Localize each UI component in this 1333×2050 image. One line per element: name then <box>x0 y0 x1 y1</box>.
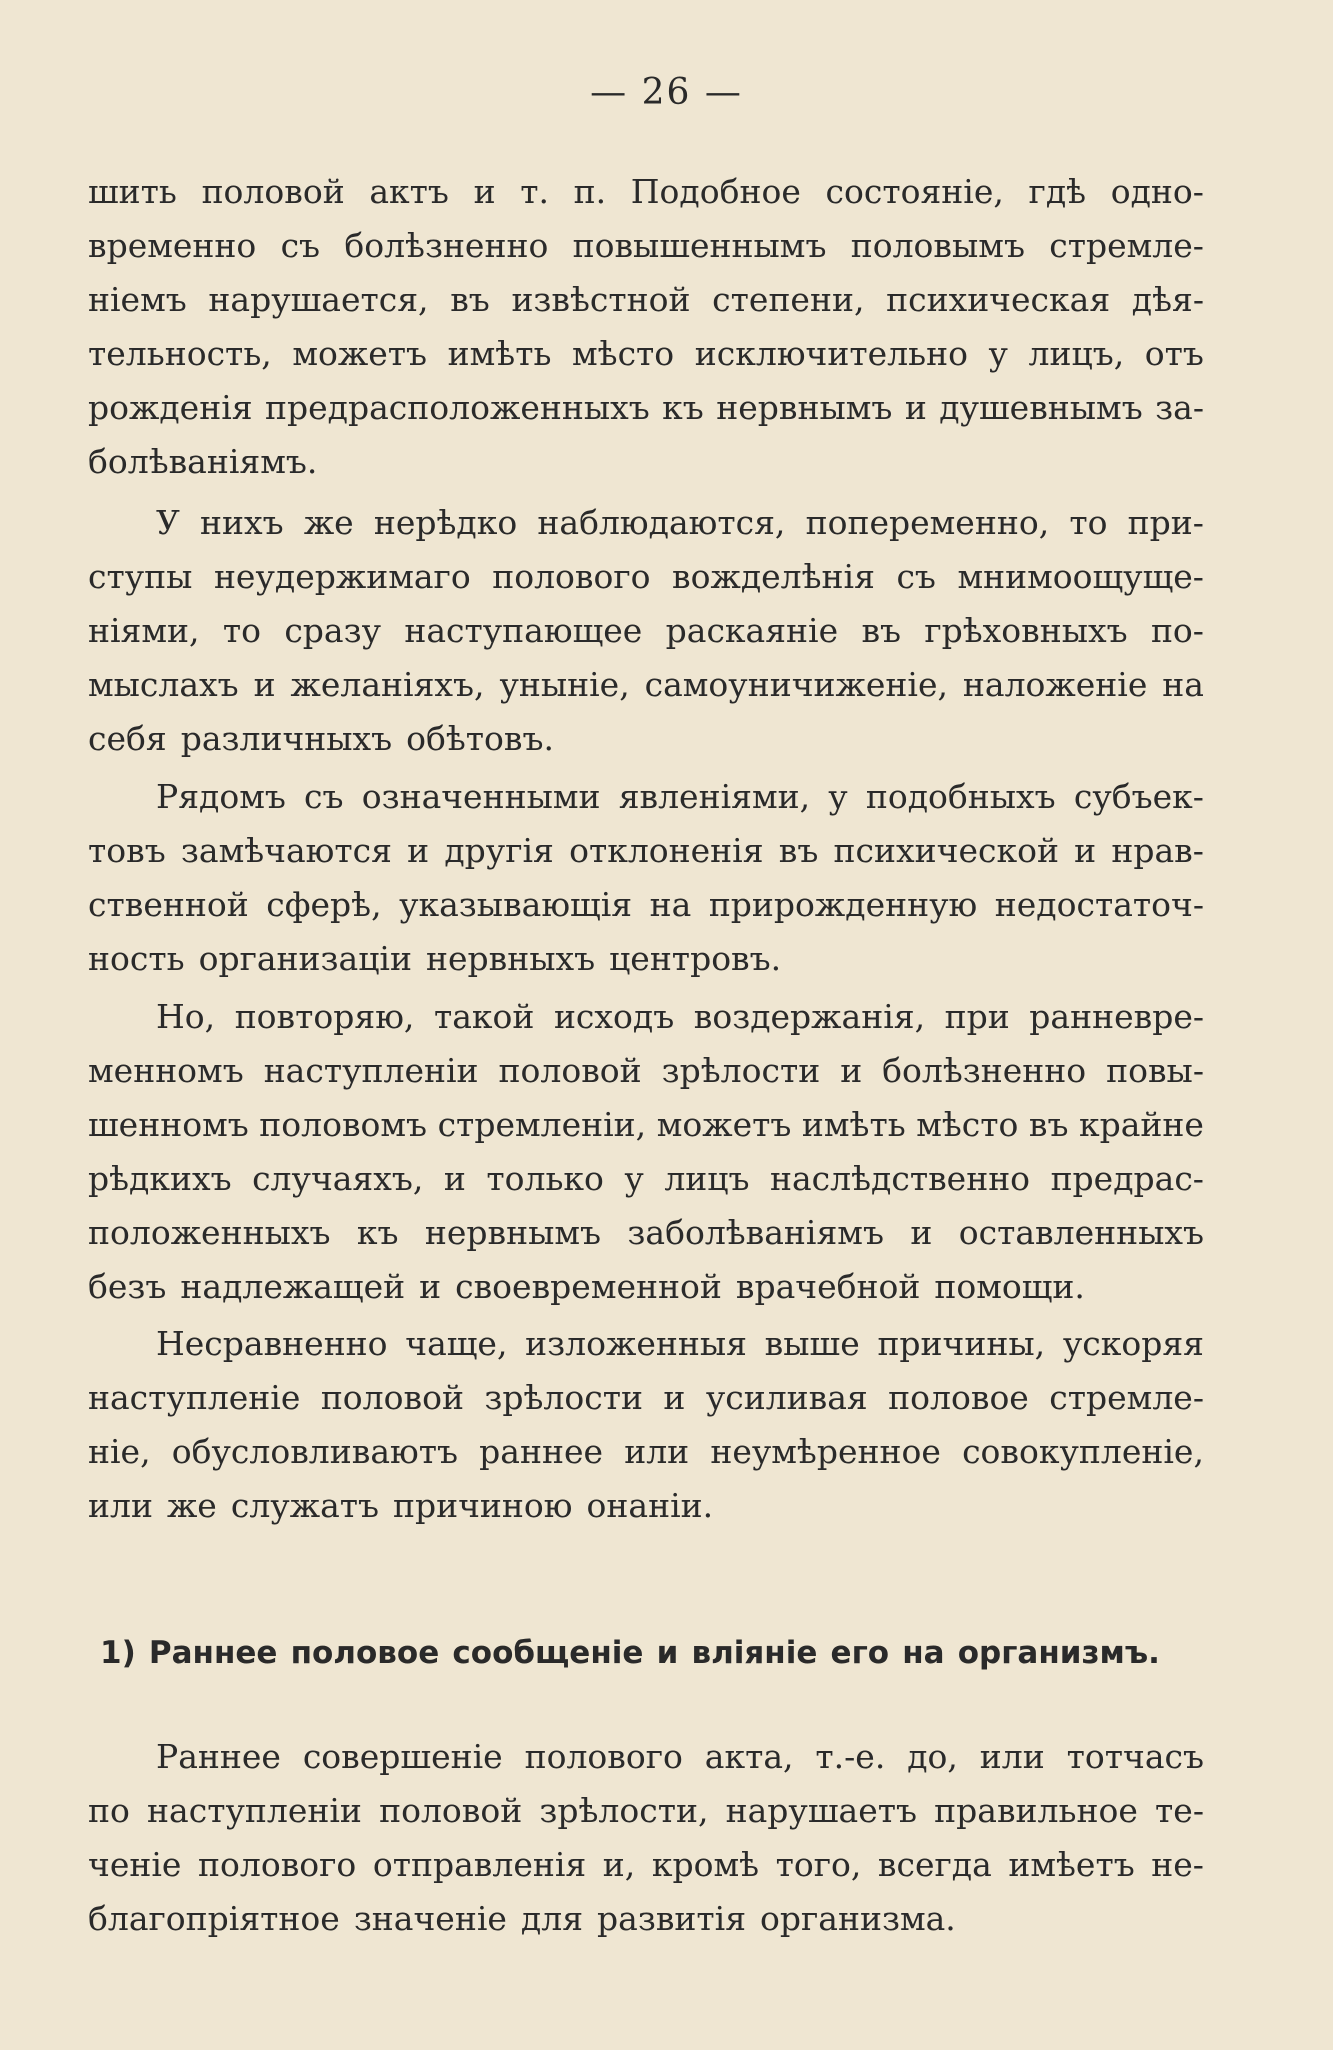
page-number: — 26 — <box>590 72 743 113</box>
word: только <box>486 1159 604 1198</box>
word: стремле- <box>1049 1378 1204 1417</box>
word: Раннее <box>156 1737 281 1776</box>
text-line <box>88 1838 1204 1892</box>
word: половой <box>379 1791 523 1830</box>
word: наслѣдственно <box>770 1159 1031 1198</box>
text-line <box>88 550 1204 604</box>
word: и <box>407 831 430 870</box>
word: при- <box>1127 503 1204 542</box>
word: нервнымъ <box>716 388 893 427</box>
heading-word: его <box>830 1635 890 1671</box>
word: обѣтовъ. <box>406 719 554 758</box>
word: попеременно, <box>805 503 1050 542</box>
text-line <box>88 1260 1204 1314</box>
word: рѣдкихъ <box>88 1159 232 1198</box>
word: недостаточ- <box>994 885 1204 924</box>
word: т. <box>520 172 549 211</box>
text-line <box>88 219 1204 273</box>
word: въ <box>861 611 902 650</box>
word: воздержанiя, <box>693 997 926 1036</box>
heading-word: сообщенiе <box>452 1635 644 1671</box>
word: изложенныя <box>525 1324 747 1363</box>
word: замѣчаются <box>180 831 392 870</box>
word: У <box>156 503 180 542</box>
word: тотчасъ <box>1066 1737 1204 1776</box>
word: по <box>88 1791 130 1830</box>
word: половой <box>201 172 345 211</box>
word: безъ <box>88 1267 167 1306</box>
text-line <box>88 327 1204 381</box>
paragraph-1 <box>88 165 1204 489</box>
word: рожденiя <box>88 388 253 427</box>
word: и <box>473 172 496 211</box>
word: нiями, <box>88 611 200 650</box>
word: нiемъ <box>88 280 187 319</box>
word: причиною <box>393 1486 573 1525</box>
word: положенныхъ <box>88 1213 331 1252</box>
word: степени, <box>712 280 865 319</box>
word: т.-е. <box>815 1737 886 1776</box>
word: указывающiя <box>399 885 633 924</box>
word: обусловливаютъ <box>171 1432 458 1471</box>
word: и <box>840 1051 863 1090</box>
word: и <box>1074 831 1097 870</box>
word: психическая <box>886 280 1111 319</box>
word: у <box>988 334 1008 373</box>
word: причины, <box>877 1324 1046 1363</box>
word: и <box>904 388 927 427</box>
word: и <box>910 1213 933 1252</box>
word: организацiи <box>198 939 412 978</box>
word: п. <box>573 172 607 211</box>
word: же <box>303 503 354 542</box>
word: развитiя <box>597 1899 747 1938</box>
paragraph-4 <box>88 990 1204 1314</box>
word: наступленiи <box>263 1051 479 1090</box>
text-line <box>88 1425 1204 1479</box>
word: повышеннымъ <box>572 226 827 265</box>
word: на <box>649 885 692 924</box>
word: и <box>419 1267 442 1306</box>
word: самоуничиженiе, <box>644 665 948 704</box>
heading-word: Раннее <box>148 1635 278 1671</box>
word: отправленiя <box>372 1845 587 1884</box>
word: половомъ <box>259 1105 428 1144</box>
word: нервнымъ <box>424 1213 602 1252</box>
word: временно <box>88 226 257 265</box>
word: зрѣлости <box>661 1051 821 1090</box>
word: зрѣлости <box>484 1378 643 1417</box>
word: значенiе <box>353 1899 507 1938</box>
word: или <box>624 1432 690 1471</box>
heading-word: организмъ. <box>957 1635 1160 1671</box>
text-line <box>88 770 1204 824</box>
word: благопрiятное <box>88 1899 340 1938</box>
text-line <box>88 990 1204 1044</box>
word: ственной <box>88 885 249 924</box>
word: своевременной <box>455 1267 722 1306</box>
word: ступы <box>88 557 193 596</box>
word: у <box>828 777 848 816</box>
word: прирожденную <box>708 885 978 924</box>
heading-word: 1) <box>100 1635 136 1671</box>
word: наступающее <box>404 611 643 650</box>
text-line <box>88 1479 1204 1533</box>
word: половой <box>498 1051 642 1090</box>
word: или <box>88 1486 153 1525</box>
word: наступленiи <box>147 1791 362 1830</box>
paragraph-3 <box>88 770 1204 986</box>
word: мнимоощуще- <box>957 557 1204 596</box>
text-line <box>88 604 1204 658</box>
text-line <box>88 1371 1204 1425</box>
word: исходъ <box>553 997 675 1036</box>
word: другiя <box>444 831 554 870</box>
word: мѣсто <box>916 1105 1019 1144</box>
word: помощи. <box>934 1267 1085 1306</box>
word: унынiе, <box>499 665 630 704</box>
word: то <box>1069 503 1108 542</box>
word: чаще, <box>405 1324 508 1363</box>
text-line <box>88 1892 1204 1946</box>
word: Но, <box>156 997 216 1036</box>
word: извѣстной <box>511 280 691 319</box>
word: состоянiе, <box>825 172 1004 211</box>
word: по- <box>1150 611 1204 650</box>
word: товъ <box>88 831 166 870</box>
word: раскаянiе <box>665 611 839 650</box>
word: мѣсто <box>572 334 675 373</box>
paragraph-2 <box>88 496 1204 766</box>
word: имѣть <box>801 1105 906 1144</box>
word: отъ <box>1144 334 1204 373</box>
text-line <box>88 496 1204 550</box>
word: нервныхъ <box>425 939 596 978</box>
word: заболѣванiямъ <box>627 1213 884 1252</box>
word: онанiи. <box>586 1486 714 1525</box>
word: правильное <box>934 1791 1138 1830</box>
word: лицъ, <box>1028 334 1125 373</box>
word: полового <box>492 557 651 596</box>
heading-word: влiянiе <box>691 1635 818 1671</box>
word: субъек- <box>1073 777 1204 816</box>
word: за- <box>1155 388 1204 427</box>
heading-word: половое <box>290 1635 440 1671</box>
heading-word: на <box>902 1635 945 1671</box>
word: ность <box>88 939 185 978</box>
word: акта, <box>704 1737 794 1776</box>
word: ченiе <box>88 1845 182 1884</box>
word: организма. <box>760 1899 956 1938</box>
word: на <box>1162 665 1204 704</box>
text-line <box>88 435 1204 489</box>
paragraph-5 <box>88 1317 1204 1533</box>
word: грѣховныхъ <box>924 611 1128 650</box>
word: повторяю, <box>234 997 415 1036</box>
word: нарушается, <box>208 280 429 319</box>
word: предрас- <box>1050 1159 1204 1198</box>
text-line <box>88 273 1204 327</box>
word: зрѣлости, <box>539 1791 709 1830</box>
text-line <box>88 932 1204 986</box>
word: въ <box>1028 1105 1069 1144</box>
word: оставленныхъ <box>958 1213 1204 1252</box>
word: имѣть <box>447 334 552 373</box>
text-line <box>88 658 1204 712</box>
word: тельность, <box>88 334 272 373</box>
word: нихъ <box>200 503 284 542</box>
word: то <box>222 611 261 650</box>
word: нерѣдко <box>373 503 518 542</box>
word: для <box>520 1899 584 1938</box>
word: сферѣ, <box>266 885 382 924</box>
text-line <box>88 1206 1204 1260</box>
paragraph-6 <box>88 1730 1204 1946</box>
word: желанiяхъ, <box>290 665 485 704</box>
word: и, <box>602 1845 636 1884</box>
word: половой <box>320 1378 464 1417</box>
text-line <box>88 824 1204 878</box>
word: выше <box>764 1324 860 1363</box>
word: полового <box>524 1737 683 1776</box>
text-line <box>88 878 1204 932</box>
word: можетъ <box>292 334 428 373</box>
word: усиливая <box>705 1378 868 1417</box>
word: Подобное <box>630 172 801 211</box>
word: совокупленiе, <box>962 1432 1204 1471</box>
word: наступленiе <box>88 1378 301 1417</box>
word: Несравненно <box>156 1324 388 1363</box>
word: стремленiи, <box>437 1105 647 1144</box>
word: половымъ <box>850 226 1025 265</box>
word: означенными <box>361 777 601 816</box>
word: шить <box>88 172 177 211</box>
word: одно- <box>1110 172 1204 211</box>
word: полового <box>198 1845 357 1884</box>
word: сразу <box>284 611 382 650</box>
word: душевнымъ <box>939 388 1143 427</box>
word: и <box>443 1159 466 1198</box>
word: неудержимаго <box>213 557 471 596</box>
heading-word: и <box>656 1635 679 1671</box>
word: различныхъ <box>180 719 393 758</box>
text-line <box>88 165 1204 219</box>
text-line <box>88 381 1204 435</box>
word: или <box>979 1737 1045 1776</box>
section-heading <box>100 1626 1160 1680</box>
word: менномъ <box>88 1051 244 1090</box>
word: те- <box>1155 1791 1204 1830</box>
word: же <box>166 1486 217 1525</box>
word: нарушаетъ <box>725 1791 917 1830</box>
word: съ <box>304 777 344 816</box>
text-line <box>88 712 1204 766</box>
word: раннее <box>479 1432 604 1471</box>
word: при <box>944 997 1010 1036</box>
word: центровъ. <box>609 939 782 978</box>
word: актъ <box>369 172 449 211</box>
section-heading-line <box>100 1626 1160 1680</box>
word: нiе, <box>88 1432 151 1471</box>
word: Рядомъ <box>156 777 286 816</box>
text-line <box>88 1044 1204 1098</box>
word: ранневре- <box>1029 997 1204 1036</box>
word: стремле- <box>1049 226 1204 265</box>
word: неумѣренное <box>710 1432 941 1471</box>
word: въ <box>450 280 490 319</box>
word: у <box>624 1159 644 1198</box>
word: до, <box>907 1737 958 1776</box>
word: отклоненiя <box>569 831 764 870</box>
word: имѣетъ <box>1008 1845 1135 1884</box>
word: случаяхъ, <box>252 1159 424 1198</box>
word: къ <box>356 1213 399 1252</box>
text-line <box>88 1152 1204 1206</box>
word: болѣзненно <box>344 226 549 265</box>
word: наблюдаются, <box>537 503 786 542</box>
word: и <box>253 665 276 704</box>
text-line <box>88 1730 1204 1784</box>
word: служатъ <box>230 1486 379 1525</box>
word: болѣванiямъ. <box>88 442 318 481</box>
word: нрав- <box>1111 831 1204 870</box>
word: гдѣ <box>1028 172 1087 211</box>
word: себя <box>88 719 167 758</box>
word: повы- <box>1106 1051 1204 1090</box>
word: психической <box>833 831 1059 870</box>
word: исключительно <box>694 334 968 373</box>
word: не- <box>1151 1845 1204 1884</box>
word: наложенiе <box>962 665 1148 704</box>
word: предрасположенныхъ <box>265 388 650 427</box>
word: лицъ <box>664 1159 750 1198</box>
word: надлежащей <box>180 1267 406 1306</box>
word: можетъ <box>656 1105 792 1144</box>
text-line <box>88 1098 1204 1152</box>
word: и <box>663 1378 686 1417</box>
word: вожделѣнiя <box>672 557 875 596</box>
text-line <box>88 1317 1204 1371</box>
word: въ <box>778 831 819 870</box>
word: всегда <box>877 1845 992 1884</box>
word: врачебной <box>735 1267 921 1306</box>
word: половое <box>888 1378 1029 1417</box>
word: дѣя- <box>1131 280 1204 319</box>
word: явленiями, <box>618 777 811 816</box>
word: такой <box>433 997 535 1036</box>
word: совершенiе <box>302 1737 503 1776</box>
word: шенномъ <box>88 1105 249 1144</box>
word: съ <box>896 557 936 596</box>
word: того, <box>775 1845 862 1884</box>
word: мыслахъ <box>88 665 239 704</box>
word: къ <box>662 388 704 427</box>
word: крайне <box>1079 1105 1204 1144</box>
word: съ <box>280 226 321 265</box>
word: болѣзненно <box>882 1051 1087 1090</box>
text-line <box>88 1784 1204 1838</box>
word: подобныхъ <box>865 777 1056 816</box>
word: кромѣ <box>651 1845 760 1884</box>
word: ускоряя <box>1062 1324 1204 1363</box>
